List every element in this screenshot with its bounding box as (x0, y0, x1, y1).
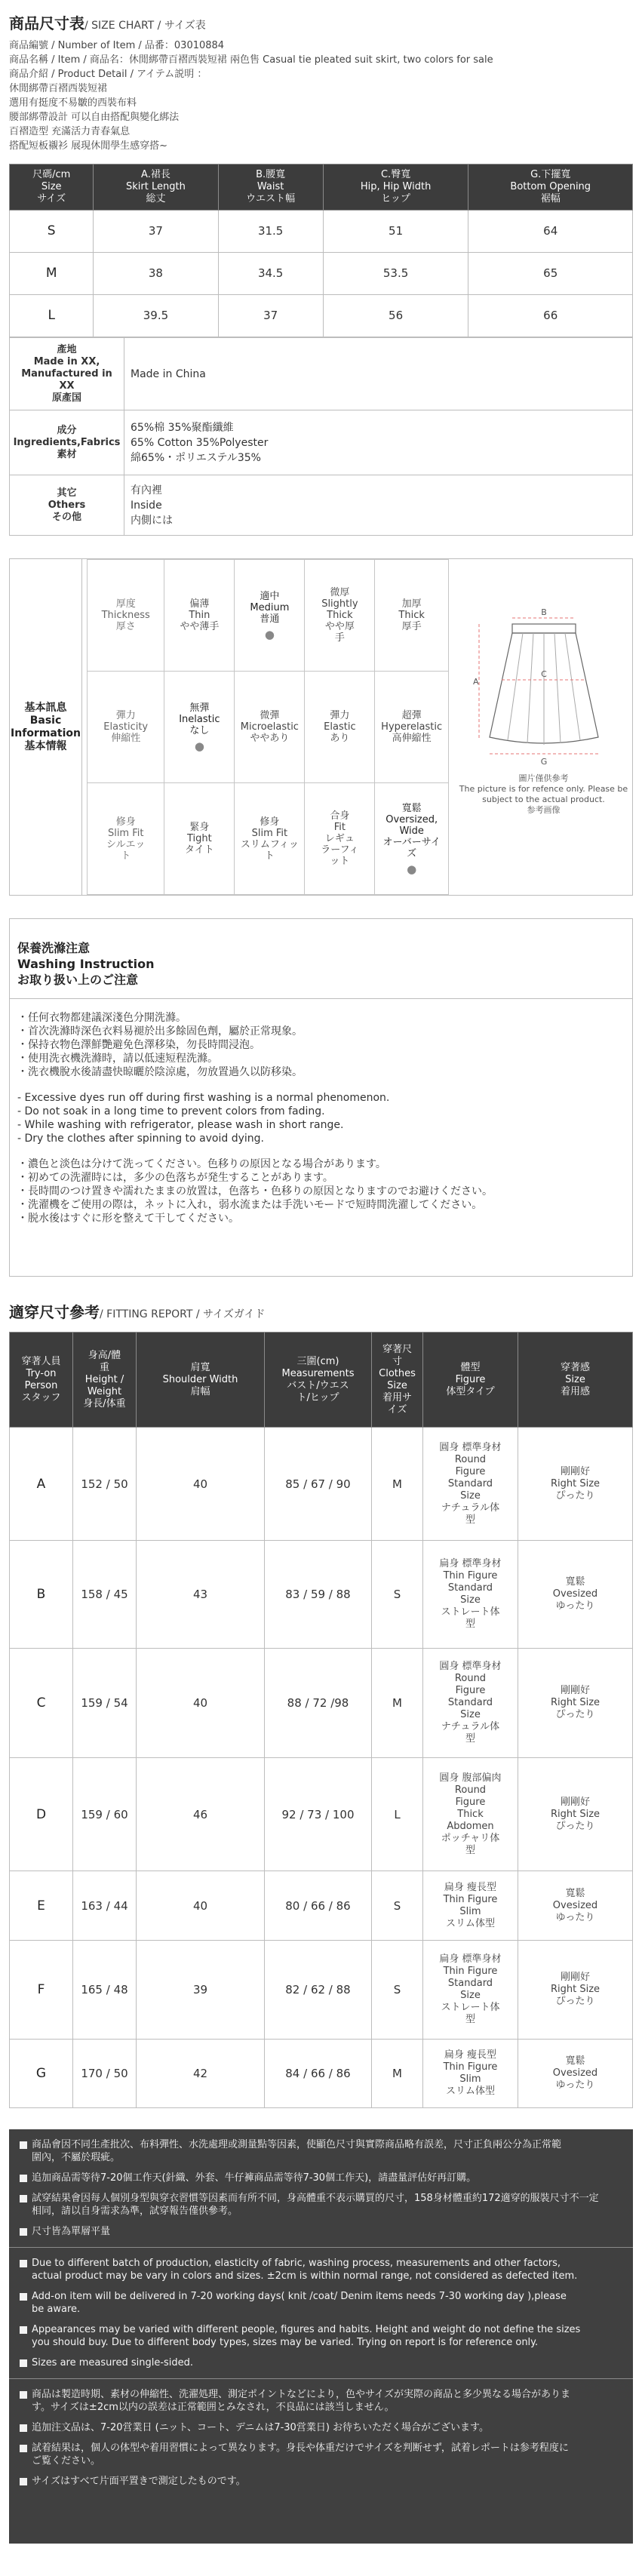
fitting-report-heading (9, 1302, 633, 1323)
table-row (10, 2040, 633, 2108)
size-chart-table (9, 164, 633, 337)
option-slim-fit: 修身 Slim Fit スリムフィッ ト (235, 783, 305, 895)
figure-cell: 圓身 標準身材 Round Figure Standard Size ナチュラル体 型 (423, 1649, 518, 1758)
pleated-skirt-illustration (468, 601, 619, 767)
basic-info-title: 基本訊息 Basic Information 基本情報 (10, 559, 82, 895)
shoulder-cell: 39 (137, 1941, 265, 2040)
feel-cell: 剛剛好 Right Size ぴったり (518, 1941, 633, 2040)
others-value: 有內裡 Inside 内側には (124, 475, 633, 536)
feel-cell: 寬鬆 Ovesized ゆったり (518, 1541, 633, 1649)
table-cell: 39.5 (94, 295, 218, 337)
info-line: 商品編號 / Number of Item / 品番：03010884 (9, 40, 225, 51)
column-header: 肩寬 Shoulder Width 肩幅 (137, 1333, 265, 1428)
column-header: G.下擺寬 Bottom Opening 裾幅 (468, 164, 633, 211)
shoulder-cell: 46 (137, 1758, 265, 1871)
figure-cell: 扁身 標準身材 Thin Figure Standard Size ストレート体 型 (423, 1541, 518, 1649)
table-cell: 65 (468, 253, 633, 295)
shoulder-cell: 42 (137, 2040, 265, 2108)
table-cell: 51 (323, 211, 468, 253)
washing-ja: ・濃色と淡色は分けて洗ってください。色移りの原因となる場合があります。 ・初めての洗濯時には，多少の色落ちが発生することがあります。 ・長時間のつけ置きや濡れたままの放置は，色落ち・色移りの原因となりますのでお避けください。 ・洗濯機をご使用の際は，ネットに入れ，弱水流または手洗いモードで短時間洗濯してください。 ・脱水後はすぐに形を整えて干してください。 (17, 1158, 493, 1225)
person-cell: E (10, 1871, 73, 1941)
washing-zh: ・任何衣物都建議深淺色分開洗滌。 ・首次洗滌時深色衣料易褪於出多餘固色劑，屬於正常現象。 ・保持衣物色澤鮮艷避免色澤移染，勿長時間浸泡。 ・使用洗衣機洗滌時，請以低速短程洗滌。 ・洗衣機脫水後請盡快晾曬於陰涼處，勿放置過久以防移染。 (17, 1012, 303, 1078)
feel-cell: 寬鬆 Ovesized ゆったり (518, 2040, 633, 2108)
materials-table (9, 337, 633, 536)
note-item: Appearances may be varied with different people, figures and habits. Height and weight do not define the sizes you should buy. Due to different body types, sizes may be varied. Trying on report is for reference only. (20, 2323, 622, 2349)
option-medium: 適中 Medium 普通 ● (235, 560, 305, 672)
table-cell: 53.5 (323, 253, 468, 295)
fitting-title: 適穿尺寸參考 (9, 1303, 100, 1321)
bullet-square-icon (20, 2478, 27, 2485)
column-header: 穿著人員 Try-on Person スタッフ (10, 1333, 73, 1428)
column-header: 三圍(cm) Measurements バスト/ウエス ト/ヒップ (265, 1333, 372, 1428)
fitting-report-table (9, 1332, 633, 2108)
divider (9, 2247, 633, 2248)
table-cell: 38 (94, 253, 218, 295)
column-header: 體型 Figure 体型タイプ (423, 1333, 518, 1428)
note-item: 商品會因不同生產批次、布料彈性、水洗處理或測量點等因素，使顯色尺寸與實際商品略有誤差，尺寸正負兩公分為正常範 圍內，不屬於瑕疵。 (20, 2138, 622, 2164)
diagram-label-b: B (540, 607, 547, 617)
measurements-cell: 84 / 66 / 86 (265, 2040, 372, 2108)
option-elastic: 彈力 Elastic あり (305, 672, 375, 783)
elasticity-row (88, 672, 449, 783)
height-weight-cell: 158 / 45 (73, 1541, 137, 1649)
measurements-cell: 82 / 62 / 88 (265, 1941, 372, 2040)
info-line: 商品介紹 / Product Detail / アイテム説明 ： (9, 69, 207, 80)
option-fit: 合身 Fit レギュ ラーフィ ット (305, 783, 375, 895)
table-cell: 64 (468, 211, 633, 253)
person-cell: A (10, 1428, 73, 1541)
note-item: 試着結果は，個人の体型や着用習慣によって異なります。身長や体重だけでサイズを判断せず，試着レポートは参考程度に ご覧ください。 (20, 2442, 622, 2467)
table-cell: 66 (468, 295, 633, 337)
basic-information-panel (9, 558, 633, 896)
table-row (10, 1428, 633, 1541)
person-cell: F (10, 1941, 73, 2040)
clothes-size-cell: L (372, 1758, 423, 1871)
bullet-square-icon (20, 2424, 27, 2432)
column-header: 穿著感 Size 着用感 (518, 1333, 633, 1428)
bullet-square-icon (20, 2260, 27, 2267)
option-slightly-thick: 微厚 Slightly Thick やや厚 手 (305, 560, 375, 672)
column-header: 尺碼/cm Size サイズ (10, 164, 94, 211)
note-item: Due to different batch of production, elasticity of fabric, washing process, measurements and other factors, actual product may be vary in colors and sizes. ±2cm is within normal range, not considered as defected item. (20, 2257, 622, 2282)
bullet-square-icon (20, 2359, 27, 2367)
clothes-size-cell: M (372, 1649, 423, 1758)
option-hyperelastic: 超彈 Hyperelastic 高伸縮性 (375, 672, 449, 783)
diagram-label-g: G (540, 757, 547, 767)
composition-value: 65%棉 35%聚酯纖維 65% Cotton 35%Polyester 綿65%・ポリエステル35% (124, 410, 633, 475)
composition-label: 成分 Ingredients,Fabrics 素材 (10, 410, 124, 475)
bullet-square-icon (20, 2293, 27, 2301)
column-header: A.裙長 Skirt Length 総丈 (94, 164, 218, 211)
feel-cell: 剛剛好 Right Size ぴったり (518, 1758, 633, 1871)
info-line: 百褶造型 充滿活力青春氣息 (9, 126, 131, 137)
option-thick: 加厚 Thick 厚手 (375, 560, 449, 672)
feel-cell: 寬鬆 Ovesized ゆったり (518, 1871, 633, 1941)
info-line: 搭配短板襯衫 展現休閒學生感穿搭~ (9, 140, 168, 152)
clothes-size-cell: S (372, 1871, 423, 1941)
table-row (10, 1941, 633, 2040)
others-label: 其它 Others その他 (10, 475, 124, 536)
diagram-label-a: A (472, 677, 479, 687)
attribute-grid (87, 559, 449, 895)
measurements-cell: 92 / 73 / 100 (265, 1758, 372, 1871)
note-item: 商品は製造時期、素材の伸縮性、洗濯処理、測定ポイントなどにより，色やサイズが実際の商品と多少異なる場合がありま す。サイズは±2cm以内の誤差は正常範囲とみなされ，不良品には該当しません。 (20, 2388, 622, 2414)
washing-instruction-panel (9, 918, 633, 1277)
bullet-square-icon (20, 2326, 27, 2334)
measurements-cell: 80 / 66 / 86 (265, 1871, 372, 1941)
fit-row (88, 783, 449, 895)
table-cell: 37 (218, 295, 323, 337)
height-weight-cell: 159 / 54 (73, 1649, 137, 1758)
note-item: サイズはすべて片面平置きで測定したものです。 (20, 2475, 622, 2488)
figure-cell: 扁身 瘦長型 Thin Figure Slim スリム体型 (423, 2040, 518, 2108)
diagram-note: 圖片僅供參考 The picture is for refence only. Please be subject to the actual product. 参考画像 (459, 773, 628, 816)
size-cell: S (10, 211, 94, 253)
note-item: 追加商品需等待7-20個工作天(針織、外套、牛仔褲商品需等待7-30個工作天)，請盡量評估好再訂購。 (20, 2172, 622, 2184)
fit-label: 修身 Slim Fit シルエッ ト (88, 783, 164, 895)
note-item: Add-on item will be delivered in 7-20 working days( knit /coat/ Denim items needs 7-30 working day ),please be aware. (20, 2290, 622, 2316)
table-cell: 56 (323, 295, 468, 337)
info-line: 商品名稱 / Item / 商品名：休閒綁帶百褶西裝短裙 兩色售 Casual tie pleated suit skirt, two colors for sale (9, 54, 493, 66)
divider (10, 998, 632, 999)
info-line: 選用有挺度不易皺的西裝布料 (9, 97, 137, 109)
table-row (10, 1758, 633, 1871)
shoulder-cell: 40 (137, 1428, 265, 1541)
bullet-square-icon (20, 2445, 27, 2452)
note-item: 尺寸皆為單層平量 (20, 2225, 622, 2238)
clothes-size-cell: S (372, 1941, 423, 2040)
bullet-square-icon (20, 2391, 27, 2399)
table-row (10, 1649, 633, 1758)
bullet-square-icon (20, 2228, 27, 2236)
note-item: Sizes are measured single-sided. (20, 2356, 622, 2369)
product-header (0, 0, 642, 153)
table-row (10, 253, 633, 295)
skirt-diagram (455, 559, 632, 895)
shoulder-cell: 40 (137, 1649, 265, 1758)
size-chart-subtitle: / SIZE CHART / サイズ表 (84, 20, 206, 32)
option-oversized: 寬鬆 Oversized, Wide オーバーサイ ズ ● (375, 783, 449, 895)
bullet-square-icon (20, 2195, 27, 2203)
info-line: 休閒綁帶百褶西裝短裙 (9, 83, 108, 94)
info-line: 腰部綁帶設計 可以自由搭配與變化綁法 (9, 112, 180, 123)
measurements-cell: 83 / 59 / 88 (265, 1541, 372, 1649)
note-item: 試穿結果會因每人個別身型與穿衣習慣等因素而有所不同，身高體重不表示購買的尺寸，158身材體重約172適穿的服裝尺寸不一定 相同，請以自身需求為準，試穿報告僅供參考。 (20, 2192, 622, 2218)
disclaimer-notes (9, 2129, 633, 2544)
bullet-square-icon (20, 2141, 27, 2149)
clothes-size-cell: M (372, 1428, 423, 1541)
person-cell: D (10, 1758, 73, 1871)
selected-dot: ● (194, 739, 204, 753)
clothes-size-cell: M (372, 2040, 423, 2108)
product-info (9, 38, 633, 153)
person-cell: B (10, 1541, 73, 1649)
table-row (10, 295, 633, 337)
thickness-row (88, 560, 449, 672)
height-weight-cell: 159 / 60 (73, 1758, 137, 1871)
diagram-label-c: C (540, 669, 547, 679)
column-header: B.腰寬 Waist ウエスト幅 (218, 164, 323, 211)
elasticity-label: 彈力 Elasticity 伸縮性 (88, 672, 164, 783)
selected-dot: ● (264, 627, 275, 641)
height-weight-cell: 152 / 50 (73, 1428, 137, 1541)
shoulder-cell: 43 (137, 1541, 265, 1649)
washing-title: 保養洗滌注意 Washing Instruction お取り扱い上のご注意 (17, 941, 155, 987)
shoulder-cell: 40 (137, 1871, 265, 1941)
figure-cell: 圓身 標準身材 Round Figure Standard Size ナチュラル体 型 (423, 1428, 518, 1541)
option-microelastic: 微彈 Microelastic ややあり (235, 672, 305, 783)
origin-row (10, 338, 633, 410)
bullet-square-icon (20, 2175, 27, 2182)
size-chart-title: 商品尺寸表 (9, 14, 84, 32)
option-tight: 緊身 Tight タイト (164, 783, 235, 895)
height-weight-cell: 165 / 48 (73, 1941, 137, 2040)
option-inelastic: 無彈 Inelastic なし ● (164, 672, 235, 783)
column-header: 身高/體 重 Height / Weight 身長/体重 (73, 1333, 137, 1428)
figure-cell: 扁身 標準身材 Thin Figure Standard Size ストレート体 型 (423, 1941, 518, 2040)
height-weight-cell: 163 / 44 (73, 1871, 137, 1941)
person-cell: C (10, 1649, 73, 1758)
table-cell: 31.5 (218, 211, 323, 253)
fitting-header-row (10, 1333, 633, 1428)
origin-value: Made in China (124, 338, 633, 410)
column-header: C.臀寬 Hip, Hip Width ヒップ (323, 164, 468, 211)
divider (9, 2378, 633, 2379)
option-thin: 偏薄 Thin やや薄手 (164, 560, 235, 672)
note-item: 追加注文品は、7-20営業日 (ニット、コート、デニムは7-30営業日) お待ちいただく場合がございます。 (20, 2421, 622, 2434)
figure-cell: 扁身 瘦長型 Thin Figure Slim スリム体型 (423, 1871, 518, 1941)
person-cell: G (10, 2040, 73, 2108)
measurements-cell: 85 / 67 / 90 (265, 1428, 372, 1541)
figure-cell: 圓身 腹部偏肉 Round Figure Thick Abdomen ポッチャリ体 型 (423, 1758, 518, 1871)
feel-cell: 剛剛好 Right Size ぴったり (518, 1649, 633, 1758)
size-chart-heading (9, 14, 633, 34)
others-row (10, 475, 633, 536)
clothes-size-cell: S (372, 1541, 423, 1649)
washing-en: - Excessive dyes run off during first washing is a normal phenomenon. - Do not soak in a long time to prevent colors from fading. - While washing with refrigerator, please wash in short range. - Dry the clothes after spinning to avoid dying. (17, 1092, 390, 1145)
origin-label: 產地 Made in XX, Manufactured in XX 原產国 (10, 338, 124, 410)
composition-row (10, 410, 633, 475)
table-row (10, 1541, 633, 1649)
fitting-subtitle: / FITTING REPORT / サイズガイド (100, 1308, 266, 1320)
table-cell: 34.5 (218, 253, 323, 295)
table-cell: 37 (94, 211, 218, 253)
table-row (10, 1871, 633, 1941)
selected-dot: ● (407, 862, 417, 876)
measurements-cell: 88 / 72 /98 (265, 1649, 372, 1758)
feel-cell: 剛剛好 Right Size ぴったり (518, 1428, 633, 1541)
size-cell: L (10, 295, 94, 337)
table-row (10, 211, 633, 253)
column-header: 穿著尺 寸 Clothes Size 着用サ イズ (372, 1333, 423, 1428)
size-chart-header-row (10, 164, 633, 211)
thickness-label: 厚度 Thickness 厚さ (88, 560, 164, 672)
height-weight-cell: 170 / 50 (73, 2040, 137, 2108)
size-cell: M (10, 253, 94, 295)
